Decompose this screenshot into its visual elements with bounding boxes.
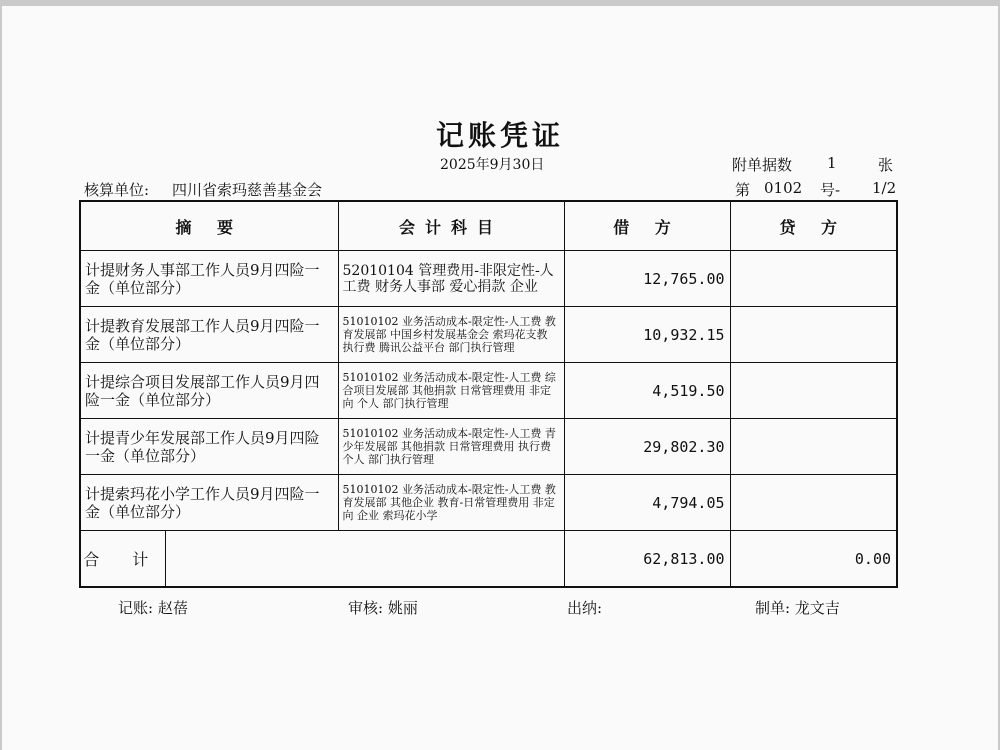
total-blank (165, 531, 564, 588)
table-row (80, 419, 897, 475)
header-debit: 借 方 (564, 201, 730, 251)
row-credit (730, 363, 897, 419)
signature-cashier: 出纳: (567, 599, 603, 617)
voucher-number-suffix: 号- (820, 181, 841, 199)
row-credit (730, 475, 897, 531)
row-summary: 计提综合项目发展部工作人员9月四险一金（单位部分） (80, 363, 338, 419)
voucher-title: 记账凭证 (435, 119, 564, 152)
row-summary: 计提索玛花小学工作人员9月四险一金（单位部分） (80, 475, 338, 531)
header-credit: 贷 方 (730, 201, 897, 251)
row-debit: 12,765.00 (564, 251, 730, 307)
row-debit: 4,519.50 (564, 363, 730, 419)
total-label: 合 计 (80, 531, 165, 588)
unit-label: 核算单位: (84, 181, 150, 199)
row-debit: 10,932.15 (564, 307, 730, 363)
unit-name: 四川省索玛慈善基金会 (172, 181, 323, 199)
table-row (80, 363, 897, 419)
row-subject: 51010102 业务活动成本-限定性-人工费 教育发展部 中国乡村发展基金会 索玛花支教 执行费 腾讯公益平台 部门执行管理 (338, 307, 564, 363)
row-credit (730, 307, 897, 363)
voucher-date: 2025年9月30日 (440, 157, 545, 173)
total-credit: 0.00 (730, 531, 897, 588)
table-row (80, 475, 897, 531)
voucher-number: 0102 (764, 179, 803, 197)
row-subject: 51010102 业务活动成本-限定性-人工费 教育发展部 其他企业 教育-日常管理费用 非定向 企业 索玛花小学 (338, 475, 564, 531)
attachments-unit: 张 (878, 156, 894, 174)
table-row (80, 251, 897, 307)
row-credit (730, 251, 897, 307)
header-summary: 摘 要 (80, 201, 338, 251)
row-subject: 51010102 业务活动成本-限定性-人工费 青少年发展部 其他捐款 日常管理费用 执行费 个人 部门执行管理 (338, 419, 564, 475)
row-subject: 52010104 管理费用-非限定性-人工费 财务人事部 爱心捐款 企业 (338, 251, 564, 307)
attachments-count: 1 (827, 154, 837, 172)
row-subject: 51010102 业务活动成本-限定性-人工费 综合项目发展部 其他捐款 日常管理费用 非定向 个人 部门执行管理 (338, 363, 564, 419)
table-header-row (80, 201, 897, 251)
total-row (80, 531, 897, 588)
row-summary: 计提教育发展部工作人员9月四险一金（单位部分） (80, 307, 338, 363)
row-summary: 计提财务人事部工作人员9月四险一金（单位部分） (80, 251, 338, 307)
header-subject: 会计科目 (338, 201, 564, 251)
signature-preparer: 制单: 龙文吉 (755, 599, 840, 617)
table-row (80, 307, 897, 363)
voucher-page: 1/2 (872, 179, 897, 197)
row-credit (730, 419, 897, 475)
row-debit: 4,794.05 (564, 475, 730, 531)
row-debit: 29,802.30 (564, 419, 730, 475)
total-debit: 62,813.00 (564, 531, 730, 588)
voucher-number-prefix: 第 (735, 181, 751, 199)
signature-reviewer: 审核: 姚丽 (348, 599, 418, 617)
signature-bookkeeper: 记账: 赵蓓 (118, 599, 188, 617)
voucher-table (79, 200, 898, 588)
attachments-label: 附单据数 (732, 156, 793, 174)
row-summary: 计提青少年发展部工作人员9月四险一金（单位部分） (80, 419, 338, 475)
